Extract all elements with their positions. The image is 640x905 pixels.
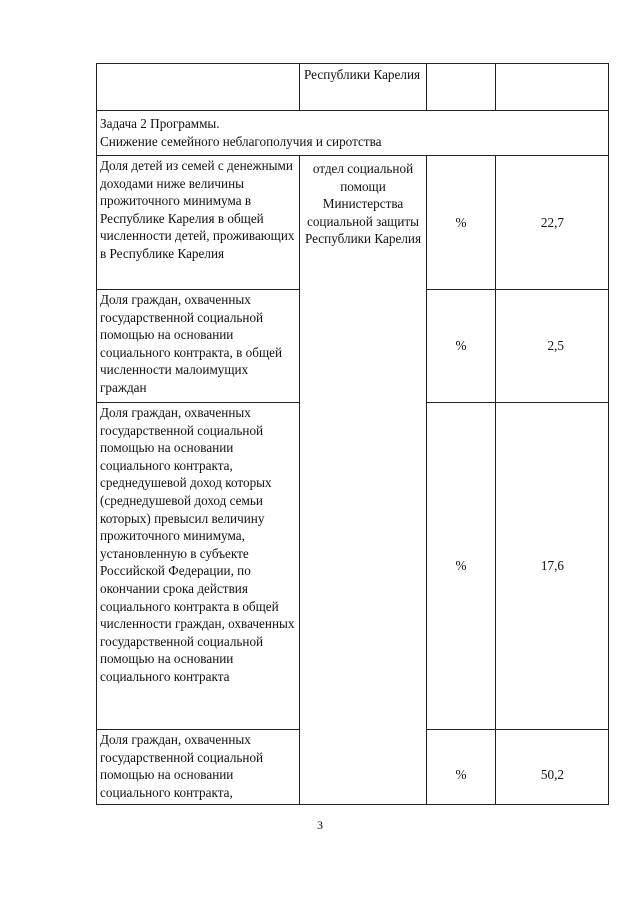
- task-heading: [97, 111, 609, 156]
- page-number: 3: [317, 818, 323, 832]
- value-cell: 17,6: [496, 403, 609, 730]
- value-cell: 2,5: [496, 290, 609, 403]
- cell-empty: [427, 64, 496, 111]
- value-cell: 22,7: [496, 156, 609, 290]
- unit-cell: %: [427, 290, 496, 403]
- indicator-text: Доля граждан, охваченных государственной социальной помощью на основании социального контракта, в общей численности малоимущих граждан: [97, 290, 300, 403]
- table-row-task: [97, 111, 609, 156]
- unit-cell: %: [427, 403, 496, 730]
- unit-cell: %: [427, 730, 496, 805]
- indicators-table: [96, 63, 609, 805]
- unit-cell: %: [427, 156, 496, 290]
- cell-responsible-continuation: Республики Карелия: [300, 64, 427, 111]
- indicator-text: Доля детей из семей с денежными доходами ниже величины прожиточного минимума в Республике Карелия в общей численности детей, проживающих в Республике Карелия: [97, 156, 300, 290]
- cell-empty: [97, 64, 300, 111]
- task-title: Задача 2 Программы.: [100, 116, 220, 131]
- cell-empty: [496, 64, 609, 111]
- indicator-text: Доля граждан, охваченных государственной социальной помощью на основании социального контракта, среднедушевой доход которых (среднедушевой доход семьи которых) превысил величину прожиточного минимума, установленную в субъекте Российской Федерации, по окончании срока действия социального контракта в общей численности граждан, охваченных государственной социальной помощью на основании социального контракта: [97, 403, 300, 730]
- table-row-continuation: [97, 64, 609, 111]
- indicator-text: Доля граждан, охваченных государственной социальной помощью на основании социального контракта,: [97, 730, 300, 805]
- responsible-department: отдел социальной помощи Министерства социальной защиты Республики Карелия: [300, 156, 427, 805]
- value-cell: 50,2: [496, 730, 609, 805]
- task-subtitle: Снижение семейного неблагополучия и сиротства: [100, 133, 382, 149]
- table-row: [97, 156, 609, 290]
